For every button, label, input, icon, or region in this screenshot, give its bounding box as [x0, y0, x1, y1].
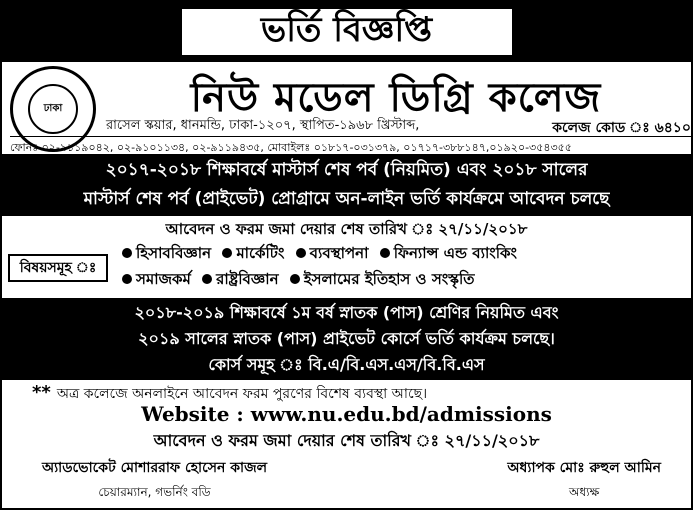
subject-item: ইসলামের ইতিহাস ও সংস্কৃতি — [303, 270, 475, 288]
title-bar — [2, 2, 691, 62]
contact-info: ফোনঃ ০২-৯১১৯০৪২, ০২-৯১০১১৩৪, ০২-৯১১৯৪৩৫, মোবাইলঃ ০১৮১৭-০৩১৩৭৯, ০১৭১৭-৩৮৮১৪৭,০১৯২০-৩৫৪৩৫৫ — [10, 136, 691, 158]
subject-item: মার্কেটিং — [236, 244, 285, 262]
headline-line-1: ২০১৭-২০১৮ শিক্ষাবর্ষে মাস্টার্স শেষ পর্ব (নিয়মিত) এবং ২০১৮ সালের — [105, 160, 588, 180]
subject-item: হিসাববিজ্ঞান — [136, 244, 212, 262]
subject-item: সমাজকর্ম — [136, 270, 191, 288]
college-code: কলেজ কোড ঃ ৬৪১০ — [552, 120, 691, 136]
subjects-row-2 — [116, 268, 475, 293]
bullet-icon — [290, 274, 300, 284]
notice-title: ভর্তি বিজ্ঞপ্তি — [182, 9, 512, 55]
subject-item: ব্যবস্থাপনা — [309, 244, 369, 262]
website-link[interactable]: Website : www.nu.edu.bd/admissions — [141, 402, 552, 426]
bullet-icon — [380, 248, 390, 258]
asterisk-mark: ** — [32, 382, 51, 403]
bullet-icon — [222, 248, 232, 258]
chairman-signature — [42, 456, 267, 504]
chairman-title: চেয়ারম্যান, গভর্নিং বডি — [98, 485, 211, 499]
subjects-label: বিষয়সমূহ ঃ — [8, 254, 108, 282]
bullet-icon — [122, 274, 132, 284]
bullet-icon — [122, 248, 132, 258]
logo-text: ঢাকা — [28, 84, 78, 134]
principal-signature — [507, 456, 661, 504]
principal-title: অধ্যক্ষ — [569, 485, 600, 499]
degree-notice-line-1: ২০১৮-২০১৯ শিক্ষাবর্ষে ১ম বর্ষ স্নাতক (পাস) শ্রেণির নিয়মিত এবং — [134, 303, 559, 322]
headline-box — [2, 154, 691, 216]
deadline-bottom: আবেদন ও ফরম জমা দেয়ার শেষ তারিখ ঃ ২৭/১১/২০১৮ — [153, 431, 540, 450]
college-address: রাসেল স্কয়ার, ধানমন্ডি, ঢাকা-১২০৭, স্থাপিত-১৯৬৮ খ্রিস্টাব্দ, — [106, 118, 420, 133]
bullet-icon — [202, 274, 212, 284]
subject-item: ফিন্যান্স এন্ড ব্যাংকিং — [393, 244, 518, 262]
subjects-row-1 — [116, 242, 517, 267]
degree-notice-line-2: ২০১৯ সালের স্নাতক (পাস) প্রাইভেট কোর্সে ভর্তি কার্যক্রম চলছে। — [138, 329, 555, 348]
bullet-icon — [296, 248, 306, 258]
degree-notice-box — [2, 298, 691, 380]
college-header — [2, 62, 691, 121]
principal-name: অধ্যাপক মোঃ রুহুল আমিন — [507, 460, 661, 476]
subject-item: রাষ্ট্রবিজ্ঞান — [216, 270, 279, 288]
headline-line-2: মাস্টার্স শেষ পর্ব (প্রাইভেট) প্রোগ্রামে অন-লাইন ভর্তি কার্যক্রমে আবেদন চলছে — [83, 189, 610, 209]
deadline-top: আবেদন ও ফরম জমা দেয়ার শেষ তারিখ ঃ ২৭/১১/২০১৮ — [165, 220, 528, 238]
course-list: কোর্স সমূহ ঃ বি.এ/বি.এস.এস/বি.বি.এস — [208, 355, 485, 374]
subjects-section — [8, 240, 689, 300]
chairman-name: অ্যাডভোকেট মোশাররাফ হোসেন কাজল — [42, 460, 268, 476]
special-text: অত্র কলেজে অনলাইনে আবেদন ফরম পুরণের বিশেষ ব্যবস্থা আছে। — [56, 386, 428, 402]
college-name: নিউ মডেল ডিগ্রি কলেজ — [190, 75, 602, 121]
